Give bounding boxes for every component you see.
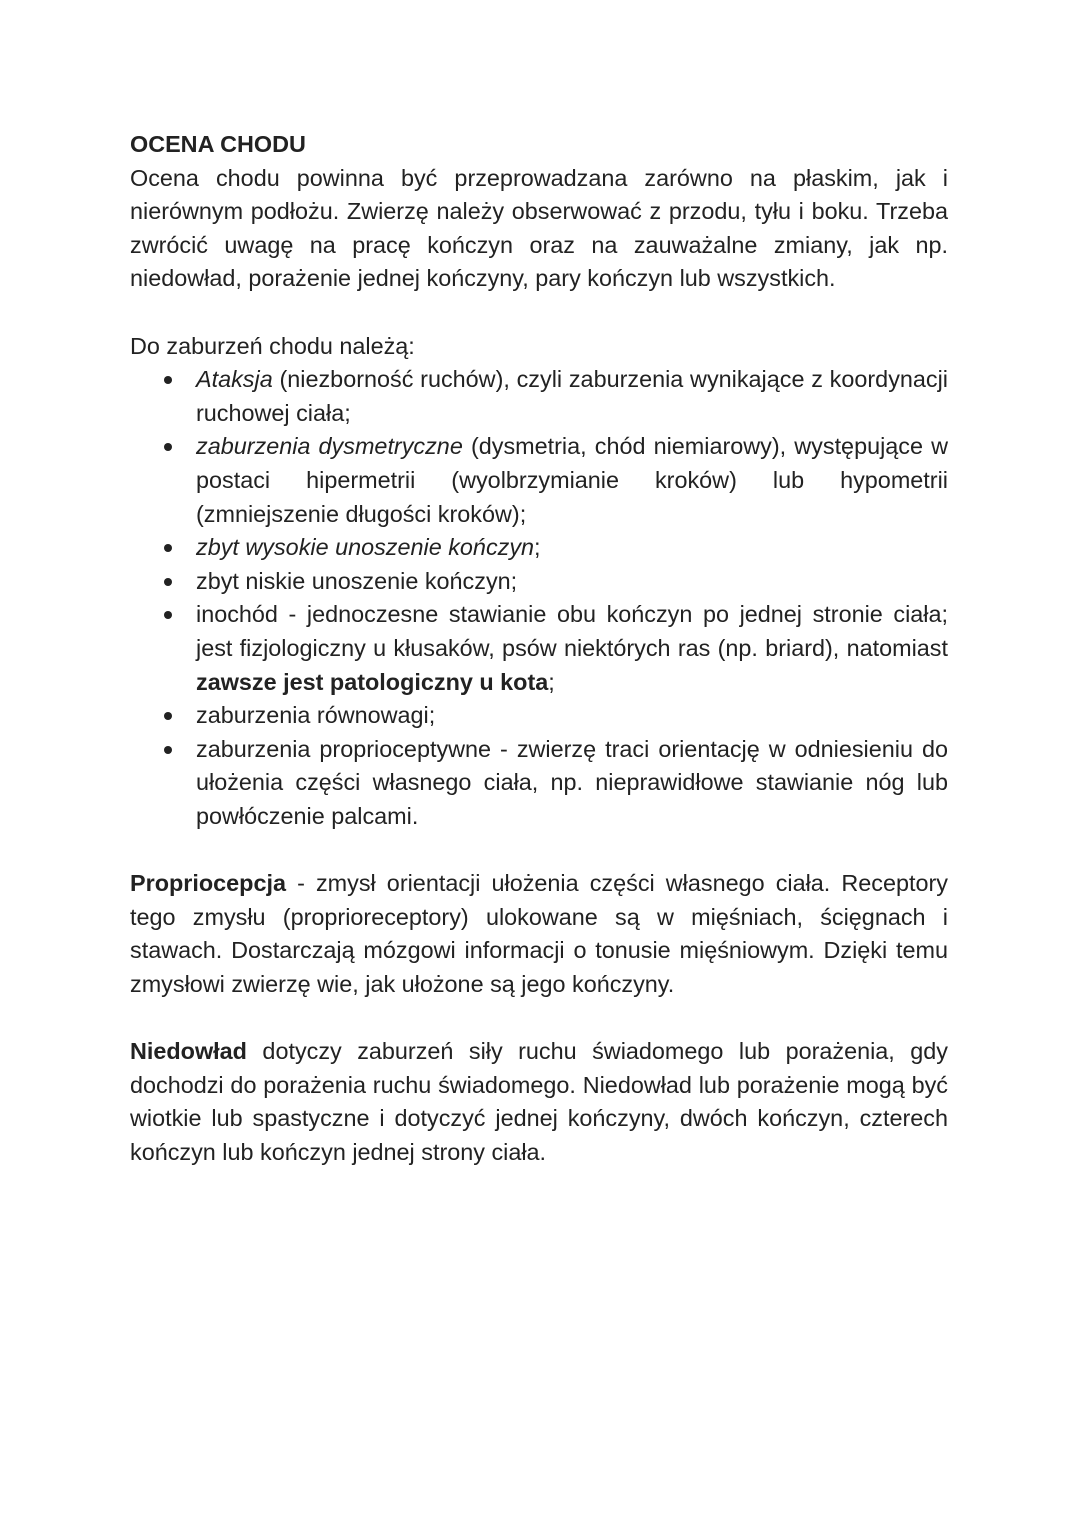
paragraph-gap bbox=[130, 833, 948, 867]
list-item bbox=[196, 565, 948, 599]
list-intro: Do zaburzeń chodu należą: bbox=[130, 332, 415, 359]
list-item-text: inochód - jednoczesne stawianie obu kończyn po jednej stronie ciała; jest fizjologiczny u kłusaków, psów niektórych ras (np. briard), natomiast bbox=[196, 601, 948, 661]
proprioception-term: Propriocepcja bbox=[130, 870, 286, 897]
list-item bbox=[196, 531, 948, 565]
list-item-bold: zawsze jest patologiczny u kota bbox=[196, 668, 549, 695]
document-page bbox=[130, 128, 948, 1169]
list-item bbox=[196, 598, 948, 699]
paresis-text: dotyczy zaburzeń siły ruchu świadomego lub porażenia, gdy dochodzi do porażenia ruchu świadomego. Niedowład lub porażenie mogą być wiotkie lub spastyczne i dotyczyć jednej kończyny, dwóch kończyn, czterech kończyn lub kończyn jednej strony ciała. bbox=[130, 1038, 948, 1165]
section-title: OCENA CHODU bbox=[130, 131, 306, 157]
list-item-term: zbyt wysokie unoszenie kończyn bbox=[196, 534, 535, 561]
paresis-term: Niedowład bbox=[130, 1038, 247, 1065]
list-item bbox=[196, 430, 948, 531]
list-item-term: Ataksja bbox=[196, 366, 273, 393]
paresis-paragraph bbox=[130, 1035, 948, 1169]
list-item bbox=[196, 733, 948, 834]
list-item-text: ; bbox=[534, 534, 541, 561]
list-item-text: zaburzenia proprioceptywne - zwierzę traci orientację w odniesieniu do ułożenia części własnego ciała, np. nieprawidłowe stawianie nóg lub powłóczenie palcami. bbox=[196, 735, 948, 829]
list-item bbox=[196, 363, 948, 430]
paragraph-gap bbox=[130, 1001, 948, 1035]
list-item-term: zaburzenia dysmetryczne bbox=[196, 433, 463, 460]
paragraph-gap bbox=[130, 296, 948, 330]
gait-disorders-list bbox=[130, 363, 948, 833]
proprioception-text: - zmysł orientacji ułożenia części własnego ciała. Receptory tego zmysłu (proprioreceptory) ulokowane są w mięśniach, ścięgnach i stawach. Dostarczają mózgowi informacji o tonusie mięśniowym. Dzięki temu zmysłowi zwierzę wie, jak ułożone są jego kończyny. bbox=[130, 870, 948, 997]
intro-paragraph: Ocena chodu powinna być przeprowadzana zarówno na płaskim, jak i nierównym podłożu. Zwierzę należy obserwować z przodu, tyłu i boku. Trzeba zwrócić uwagę na pracę kończyn oraz na zauważalne zmiany, jak np. niedowład, porażenie jednej kończyny, pary kończyn lub wszystkich. bbox=[130, 164, 948, 292]
list-item-text: (dysmetria, chód niemiarowy), występujące w postaci hipermetrii (wyolbrzymianie kroków) lub hypometrii (zmniejszenie długości kroków); bbox=[196, 433, 949, 527]
list-item-text: zaburzenia równowagi; bbox=[196, 702, 436, 729]
proprioception-paragraph bbox=[130, 867, 948, 1001]
list-item bbox=[196, 699, 948, 733]
list-item-text: zbyt niskie unoszenie kończyn; bbox=[196, 567, 518, 594]
list-item-tail: ; bbox=[548, 668, 555, 695]
list-item-text: (niezborność ruchów), czyli zaburzenia wynikające z koordynacji ruchowej ciała; bbox=[196, 366, 948, 426]
